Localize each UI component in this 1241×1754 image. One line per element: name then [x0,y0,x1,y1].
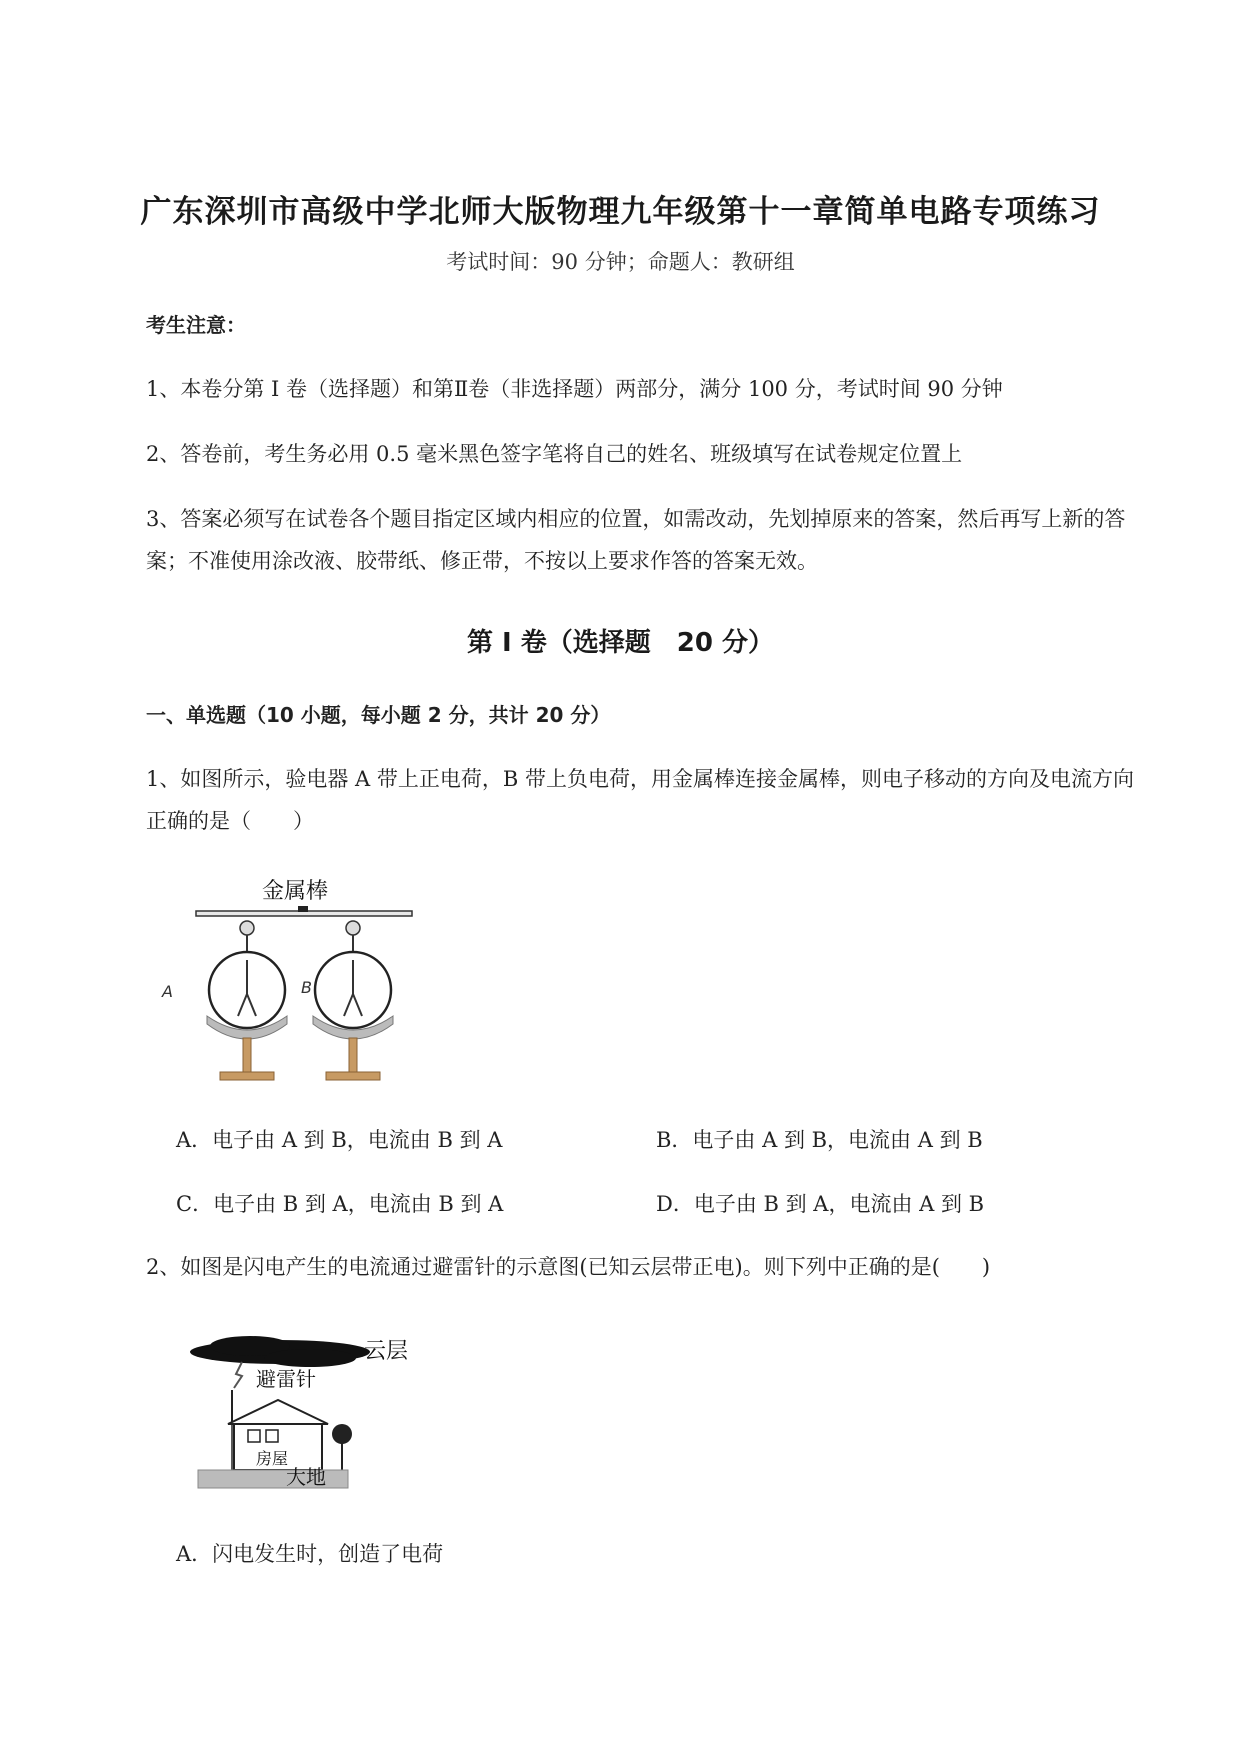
q1-option-b[interactable]: B．电子由 A 到 B，电流由 A 到 B [656,1128,983,1152]
lightning-bolt [234,1362,242,1388]
lightning-rod-figure [190,1330,430,1490]
label-b: B [301,978,312,997]
electroscope-a [207,921,287,1080]
electroscope-b [313,921,393,1080]
question-2-stem: 2、如图是闪电产生的电流通过避雷针的示意图(已知云层带正电)。则下列中正确的是( ) [146,1255,991,1279]
part-title: 一、单选题（10 小题，每小题 2 分，共计 20 分） [146,703,611,727]
cloud-label: 云层 [364,1339,409,1364]
exam-info: 考试时间：90 分钟；命题人：教研组 [446,250,795,274]
notice-heading: 考生注意： [146,313,246,337]
electroscope-figure [162,868,420,1088]
rod-label: 避雷针 [256,1367,316,1391]
page-title: 广东深圳市高级中学北师大版物理九年级第十一章简单电路专项练习 [140,194,1101,230]
q1-option-a[interactable]: A．电子由 A 到 B，电流由 B 到 A [176,1128,503,1152]
q1-option-c[interactable]: C．电子由 B 到 A，电流由 B 到 A [176,1192,504,1216]
metal-rod-label: 金属棒 [262,879,329,904]
question-1-stem: 1、如图所示，验电器 A 带上正电荷，B 带上负电荷，用金属棒连接金属棒，则电子移动的方向及电流方向正确的是（ ） [146,767,1134,833]
notice-item-1: 1、本卷分第 I 卷（选择题）和第Ⅱ卷（非选择题）两部分，满分 100 分，考试时间 90 分钟 [146,377,1003,401]
notice-item-3: 3、答案必须写在试卷各个题目指定区域内相应的位置，如需改动，先划掉原来的答案，然后再写上新的答案；不准使用涂改液、胶带纸、修正带，不按以上要求作答的答案无效。 [146,507,1126,573]
section-title: 第 I 卷（选择题 20 分） [466,628,774,658]
q1-option-d[interactable]: D．电子由 B 到 A，电流由 A 到 B [656,1192,985,1216]
rod-handle [298,906,308,912]
q2-option-a[interactable]: A．闪电发生时，创造了电荷 [176,1542,444,1566]
tree [332,1424,352,1444]
ground-label: 大地 [286,1465,326,1489]
label-a: A [162,982,173,1001]
notice-item-2: 2、答卷前，考生务必用 0.5 毫米黑色签字笔将自己的姓名、班级填写在试卷规定位置上 [146,442,963,466]
house-roof [228,1400,328,1424]
house-label: 房屋 [256,1449,289,1468]
